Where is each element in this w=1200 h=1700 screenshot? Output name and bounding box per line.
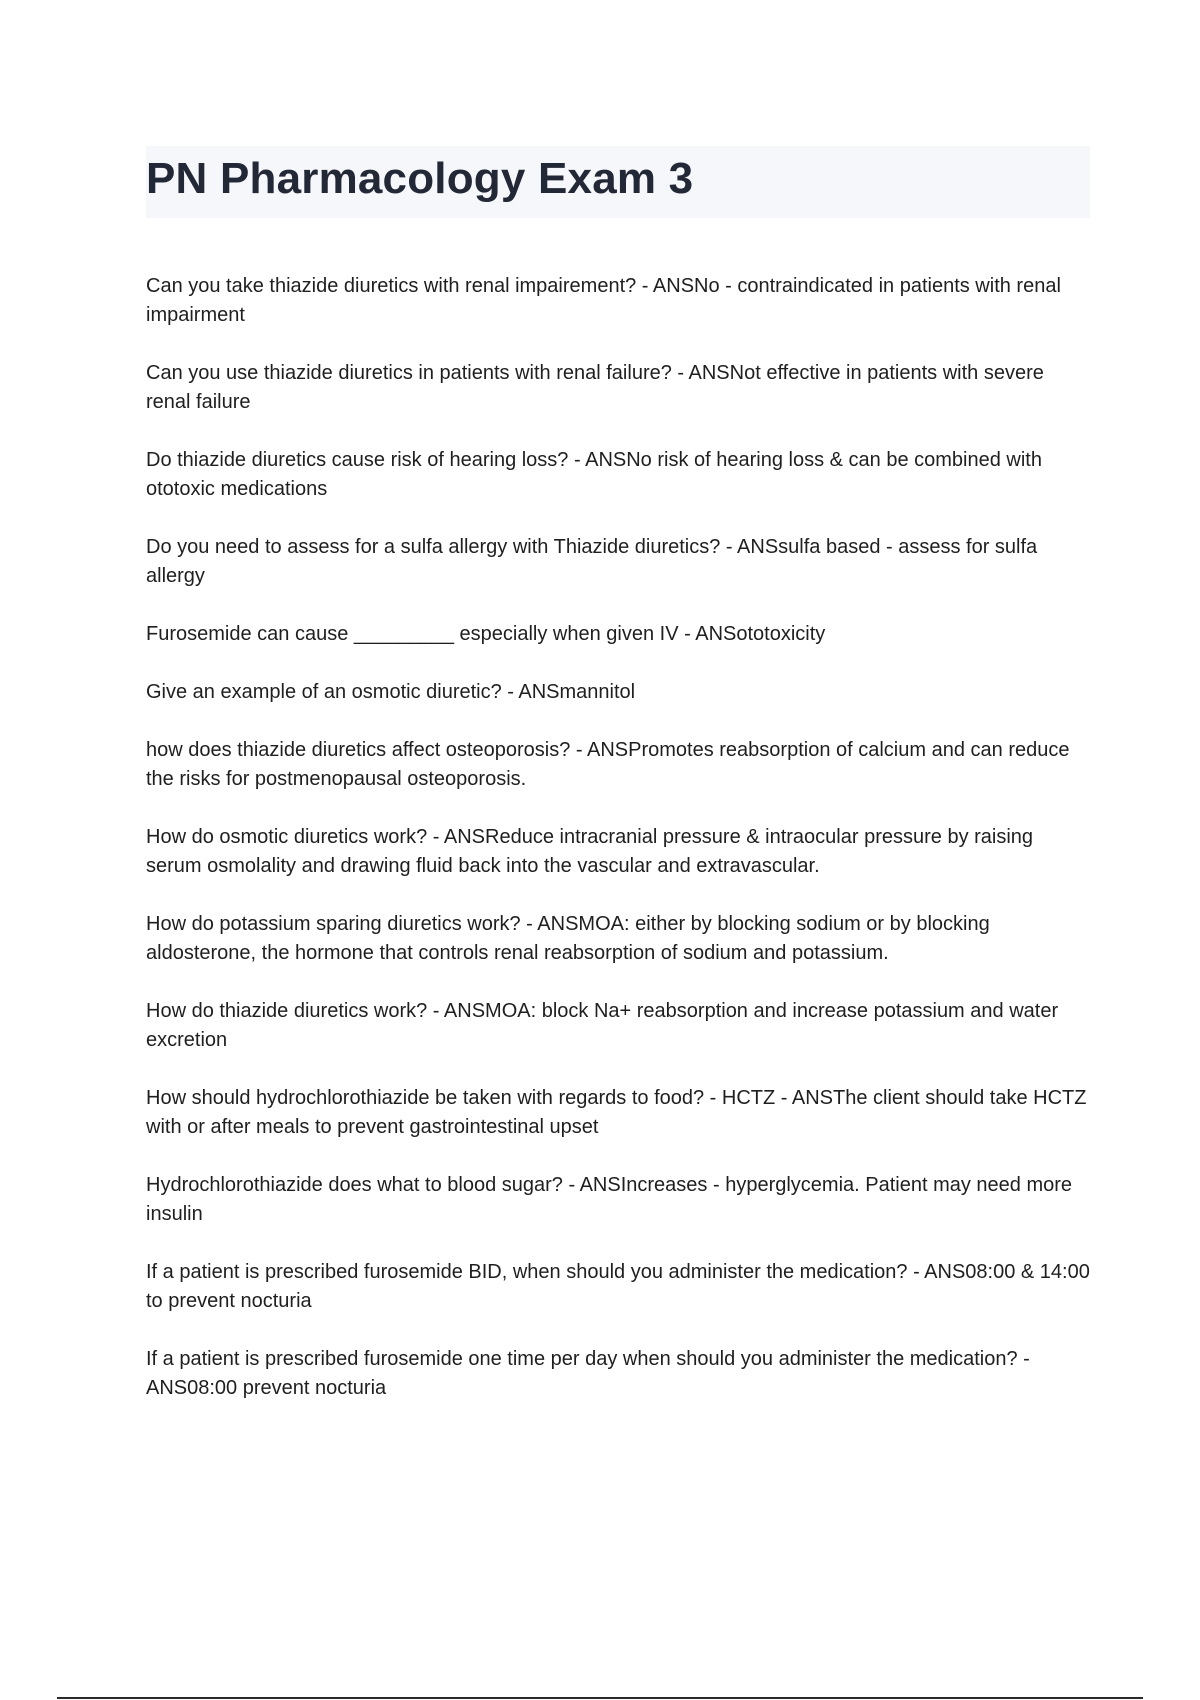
page-title: PN Pharmacology Exam 3: [146, 154, 694, 203]
qa-item: How should hydrochlorothiazide be taken with regards to food? - HCTZ - ANSThe client should take HCTZ with or after meals to prevent gastrointestinal upset: [146, 1087, 1087, 1138]
qa-item: how does thiazide diuretics affect osteoporosis? - ANSPromotes reabsorption of calcium and can reduce the risks for postmenopausal osteoporosis.: [146, 739, 1070, 790]
title-banner: [146, 146, 1090, 218]
qa-item: Hydrochlorothiazide does what to blood sugar? - ANSIncreases - hyperglycemia. Patient may need more insulin: [146, 1174, 1073, 1225]
qa-item: If a patient is prescribed furosemide BID, when should you administer the medication? - ANS08:00 & 14:00 to prevent nocturia: [146, 1261, 1090, 1312]
qa-item: How do osmotic diuretics work? - ANSReduce intracranial pressure & intraocular pressure by raising serum osmolality and drawing fluid back into the vascular and extravascular.: [146, 826, 1034, 877]
qa-item: Can you take thiazide diuretics with renal impairement? - ANSNo - contraindicated in patients with renal impairment: [146, 275, 1061, 326]
qa-item: If a patient is prescribed furosemide one time per day when should you administer the medication? - ANS08:00 prevent nocturia: [146, 1348, 1030, 1399]
qa-item: How do potassium sparing diuretics work? - ANSMOA: either by blocking sodium or by blocking aldosterone, the hormone that controls renal reabsorption of sodium and potassium.: [146, 913, 990, 964]
footer-divider: [57, 1697, 1143, 1699]
qa-item: Do you need to assess for a sulfa allergy with Thiazide diuretics? - ANSsulfa based - assess for sulfa allergy: [146, 536, 1038, 587]
qa-item: Do thiazide diuretics cause risk of hearing loss? - ANSNo risk of hearing loss & can be combined with ototoxic medications: [146, 449, 1042, 500]
qa-item: How do thiazide diuretics work? - ANSMOA: block Na+ reabsorption and increase potassium and water excretion: [146, 1000, 1059, 1051]
qa-item: Can you use thiazide diuretics in patients with renal failure? - ANSNot effective in patients with severe renal failure: [146, 362, 1044, 413]
qa-item: Furosemide can cause _________ especially when given IV - ANSototoxicity: [146, 623, 826, 645]
qa-item: Give an example of an osmotic diuretic? - ANSmannitol: [146, 681, 636, 703]
qa-list: [146, 272, 1090, 1432]
